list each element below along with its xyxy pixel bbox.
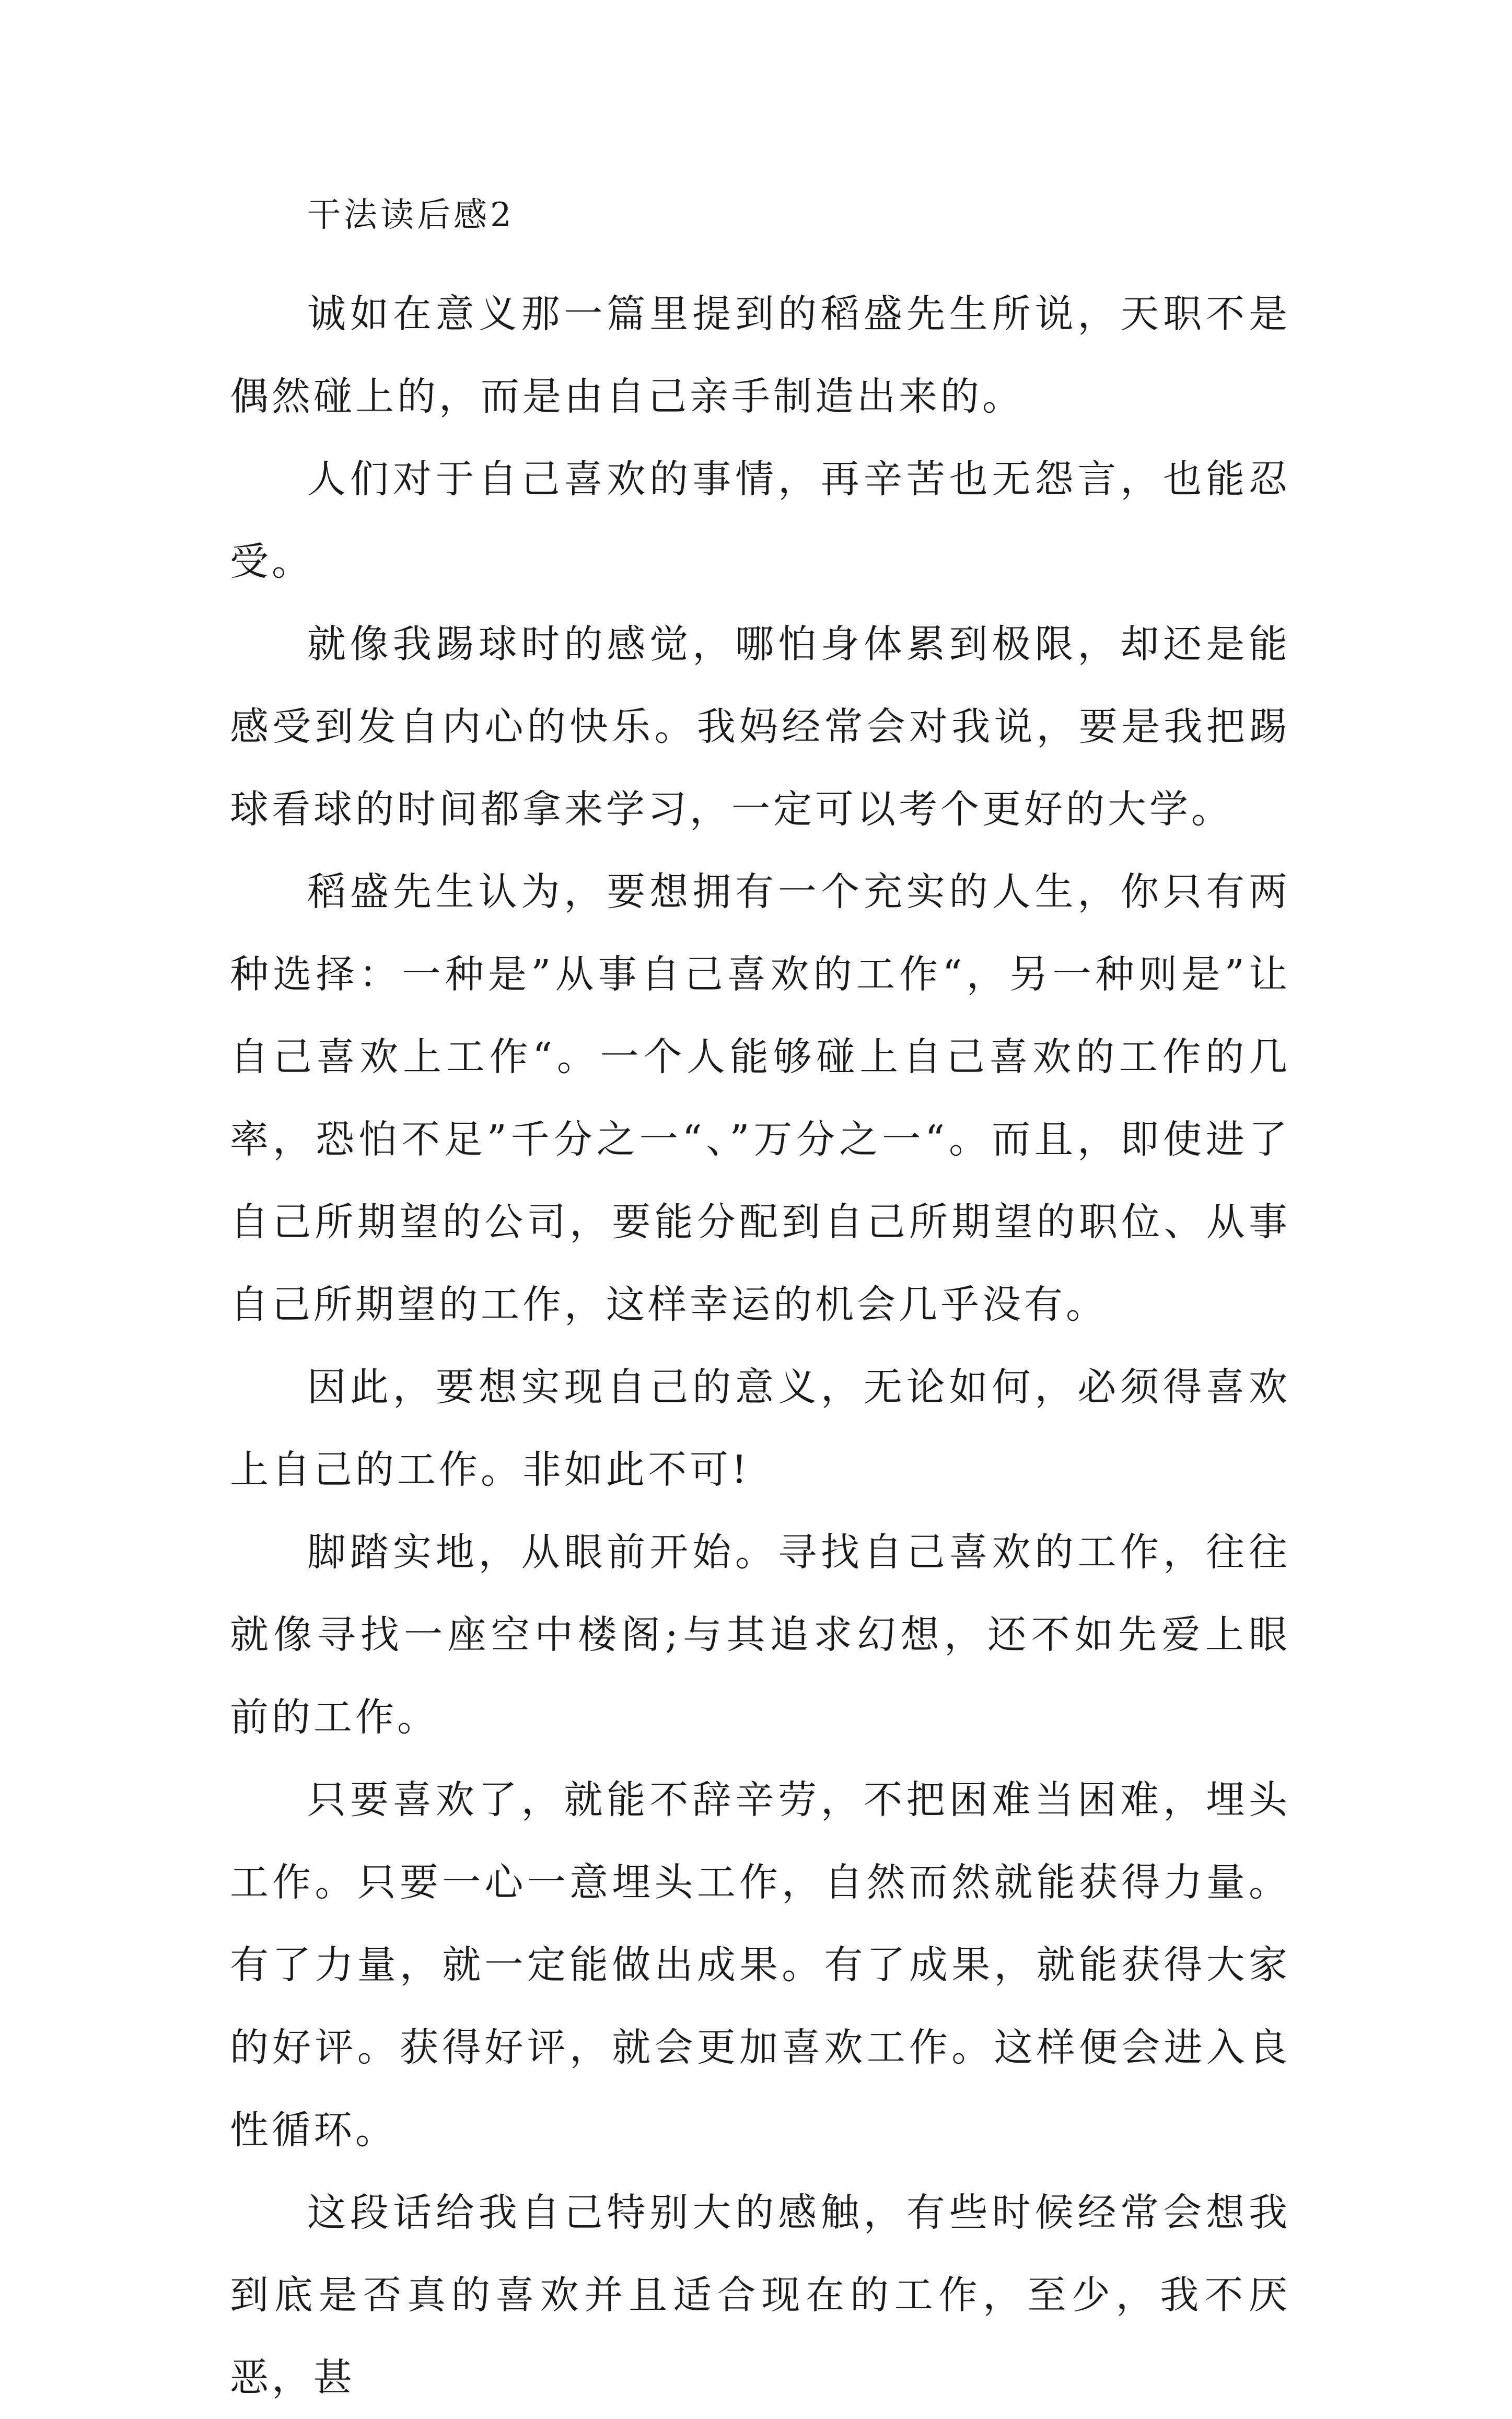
paragraph: 因此，要想实现自己的意义，无论如何，必须得喜欢上自己的工作。非如此不可! (230, 1365, 1290, 1492)
document-body (230, 194, 1290, 2419)
paragraph: 只要喜欢了，就能不辞辛劳，不把困难当困难，埋头工作。只要一心一意埋头工作，自然而然就能获得力量。有了力量，就一定能做出成果。有了成果，就能获得大家的好评。获得好评，就会更加喜欢工作。这样便会进入良性循环。 (230, 1777, 1290, 2153)
paragraph: 人们对于自己喜欢的事情，再辛苦也无怨言，也能忍受。 (230, 457, 1290, 584)
paragraph: 稻盛先生认为，要想拥有一个充实的人生，你只有两种选择：一种是”从事自己喜欢的工作“，另一种则是”让自己喜欢上工作“。一个人能够碰上自己喜欢的工作的几率，恐怕不足”千分之一“、”万分之一“。而且，即使进了自己所期望的公司，要能分配到自己所期望的职位、从事自己所期望的工作，这样幸运的机会几乎没有。 (230, 869, 1290, 1327)
paragraph: 脚踏实地，从眼前开始。寻找自己喜欢的工作，往往就像寻找一座空中楼阁;与其追求幻想，还不如先爱上眼前的工作。 (230, 1530, 1290, 1740)
paragraph: 就像我踢球时的感觉，哪怕身体累到极限，却还是能感受到发自内心的快乐。我妈经常会对我说，要是我把踢球看球的时间都拿来学习，一定可以考个更好的大学。 (230, 622, 1290, 832)
paragraph: 诚如在意义那一篇里提到的稻盛先生所说，天职不是偶然碰上的，而是由自己亲手制造出来的。 (230, 292, 1290, 419)
paragraph: 这段话给我自己特别大的感触，有些时候经常会想我到底是否真的喜欢并且适合现在的工作，至少，我不厌恶，甚 (230, 2190, 1290, 2400)
document-title: 干法读后感2 (307, 196, 515, 235)
